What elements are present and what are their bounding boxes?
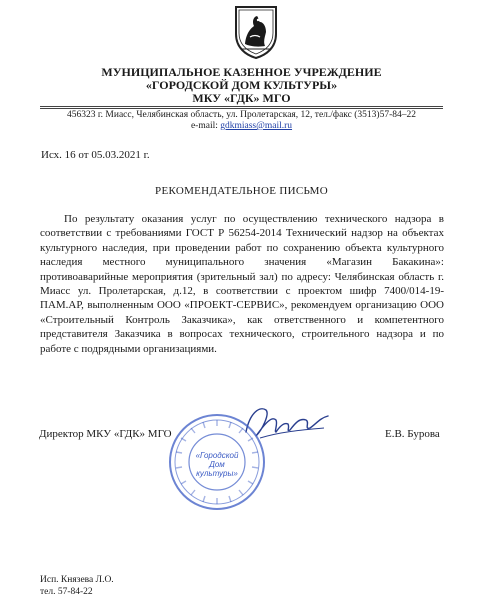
- stamp-center-line3: культуры»: [196, 469, 238, 478]
- signer-name: Е.В. Бурова: [385, 428, 440, 440]
- stamp-center-line2: Дом: [209, 460, 225, 469]
- signer-role: Директор МКУ «ГДК» МГО: [39, 428, 172, 440]
- letter-title: РЕКОМЕНДАТЕЛЬНОЕ ПИСЬМО: [155, 185, 328, 197]
- email-link[interactable]: gdkmiass@mail.ru: [220, 121, 293, 131]
- official-stamp-icon: [167, 412, 267, 512]
- executor-name: Исп. Князева Л.О.: [40, 575, 114, 585]
- letterhead-divider: [40, 106, 443, 107]
- org-name-line2: «ГОРОДСКОЙ ДОМ КУЛЬТУРЫ»: [145, 78, 338, 92]
- org-contact-email-line: [40, 121, 443, 132]
- org-name-line1: МУНИЦИПАЛЬНОЕ КАЗЕННОЕ УЧРЕЖДЕНИЕ: [101, 65, 382, 79]
- letterhead-divider-thin: [40, 108, 443, 109]
- city-coat-of-arms-icon: [233, 4, 279, 60]
- email-label: e-mail:: [190, 121, 221, 131]
- stamp-center-line1: «Городской: [195, 451, 239, 460]
- outgoing-reference: Исх. 16 от 05.03.2021 г.: [41, 149, 150, 161]
- letter-body: По результату оказания услуг по осуществлению технического надзора в соответствии с требованиями ГОСТ Р 56254-2014 Технический надзор на объектах культурного наследия, при проведении работ по сохранению объекта культурного наследия местного муниципального значения «Магазин Бакакина»: противоаварийные мероприятия (зрительный зал) по адресу: Челябинская область г. Миасс ул. Пролетарская, д.12, в соответствии с проектом шифр 7400/014-19-ПАМ.АР, выполненным ООО «ПРОЕКТ-СЕРВИС», рекомендуем организацию ООО «Строительный Контроль Заказчика», как ответственного и компетентного представителя Заказчика в вопросах технического, строительного надзора и по работе с подрядными организациями.: [40, 213, 444, 355]
- executor-phone: тел. 57-84-22: [40, 587, 93, 597]
- org-address: 456323 г. Миасс, Челябинская область, ул. Пролетарская, 12, тел./факс (3513)57-84–22: [66, 110, 417, 120]
- org-abbreviation: МКУ «ГДК» МГО: [192, 91, 291, 105]
